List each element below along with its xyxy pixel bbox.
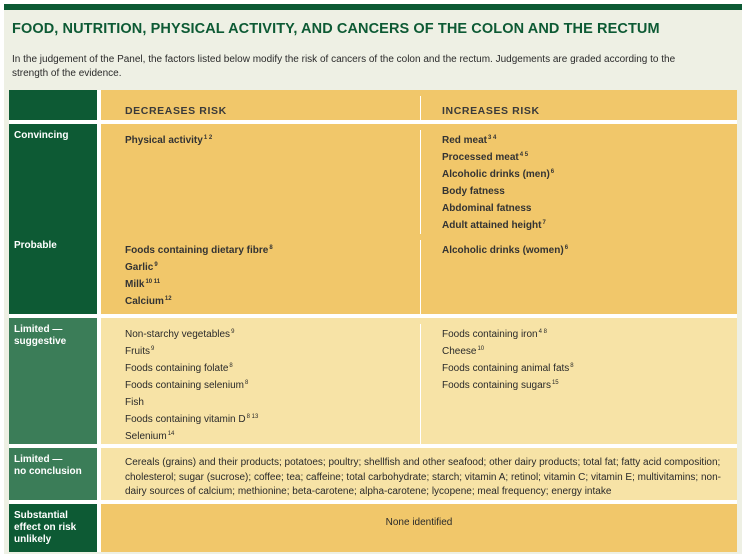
none-identified-text: None identified (385, 517, 453, 528)
list-item: Alcoholic drinks (men)$^6$ (442, 169, 555, 180)
list-item: Foods containing animal fats$^8$ (442, 363, 574, 374)
row-convincing (9, 124, 737, 234)
list-item: Milk$^{10 11}$ (125, 279, 161, 290)
column-divider (420, 130, 421, 234)
column-divider (420, 240, 421, 314)
limited-suggestive-cell (101, 318, 737, 444)
page-title: FOOD, NUTRITION, PHYSICAL ACTIVITY, AND CANCERS OF THE COLON AND THE RECTUM (12, 21, 660, 37)
list-item: Foods containing folate$^8$ (125, 363, 233, 374)
row-label-substantial-unlikely (9, 504, 97, 552)
list-item: Foods containing dietary fibre$^8$ (125, 245, 273, 256)
probable-increases-list (442, 242, 732, 259)
list-item: Physical activity$^{1 2}$ (125, 135, 213, 146)
list-item: Processed meat$^{4 5}$ (442, 152, 529, 163)
row-label-limited-suggestive (9, 318, 97, 444)
list-item: Foods containing sugars$^{15}$ (442, 380, 559, 391)
label-line: effect on risk (14, 522, 77, 533)
label-line: no conclusion (14, 466, 82, 477)
list-item: Foods containing vitamin $D^{8 13}$ (125, 414, 259, 425)
limited-no-conclusion-cell (101, 448, 737, 500)
label-line: Substantial (14, 510, 68, 521)
row-limited-no-conclusion (9, 448, 737, 500)
list-item: Adult attained height$^7$ (442, 220, 546, 231)
column-divider (420, 96, 421, 120)
intro-text: In the judgement of the Panel, the factors listed below modify the risk of cancers of the colon and the rectum. Judgements are graded according to the strength of the evidence. (12, 54, 676, 79)
top-rule (4, 4, 742, 10)
convincing-cell (101, 124, 737, 234)
list-item: Red meat$^{3 4}$ (442, 135, 497, 146)
probable-cell (101, 234, 737, 314)
limited-suggestive-increases-list (442, 326, 732, 394)
column-divider (420, 324, 421, 444)
table-panel (4, 4, 742, 554)
label-line: unlikely (14, 534, 52, 545)
header-label-cell (9, 90, 97, 120)
list-item: Garlic$^9$ (125, 262, 158, 273)
header-row (9, 90, 737, 120)
row-label-limited-no-conclusion (9, 448, 97, 500)
row-probable (9, 234, 737, 314)
row-label-probable: Probable (9, 234, 97, 314)
probable-decreases-list (125, 242, 415, 310)
increases-risk-header: INCREASES RISK (442, 105, 540, 117)
list-item: Non-starchy vegetables$^9$ (125, 329, 235, 340)
convincing-increases-list (442, 132, 732, 234)
list-item: Alcoholic drinks (women)$^6$ (442, 245, 569, 256)
label-line: Limited — (14, 324, 63, 335)
list-item: Abdominal fatness (442, 203, 532, 214)
decreases-risk-header: DECREASES RISK (125, 105, 227, 117)
label-line: Limited — (14, 454, 63, 465)
list-item: Fruits$^9$ (125, 346, 155, 357)
limited-suggestive-decreases-list (125, 326, 415, 445)
label-line: suggestive (14, 336, 67, 347)
list-item: Calcium$^{12}$ (125, 296, 172, 307)
no-conclusion-text: Cereals (grains) and their products; potatoes; poultry; shellfish and other seafood; other dairy products; total fat; fatty acid composition; cholesterol; sugar (sucrose); coffee; tea; caffeine; total carbohydrate; starch; vitamin A; retinol; vitamin C; vitamin E; multivitamins; non-dairy sources of calcium; methionine; beta-carotene; alpha-carotene; lycopene; meal frequency; energy intake (125, 457, 722, 497)
row-label-convincing: Convincing (9, 124, 97, 234)
list-item: Fish (125, 397, 144, 408)
evidence-table (9, 90, 737, 552)
list-item: Foods containing selenium$^8$ (125, 380, 249, 391)
row-substantial-unlikely (9, 504, 737, 552)
list-item: Selenium$^{14}$ (125, 431, 175, 442)
list-item: Cheese$^{10}$ (442, 346, 485, 357)
list-item: Body fatness (442, 186, 505, 197)
row-limited-suggestive (9, 318, 737, 444)
header-cell (101, 90, 737, 120)
substantial-unlikely-cell (101, 504, 737, 552)
list-item: Foods containing iron$^{4 8}$ (442, 329, 547, 340)
convincing-decreases-list (125, 132, 415, 149)
